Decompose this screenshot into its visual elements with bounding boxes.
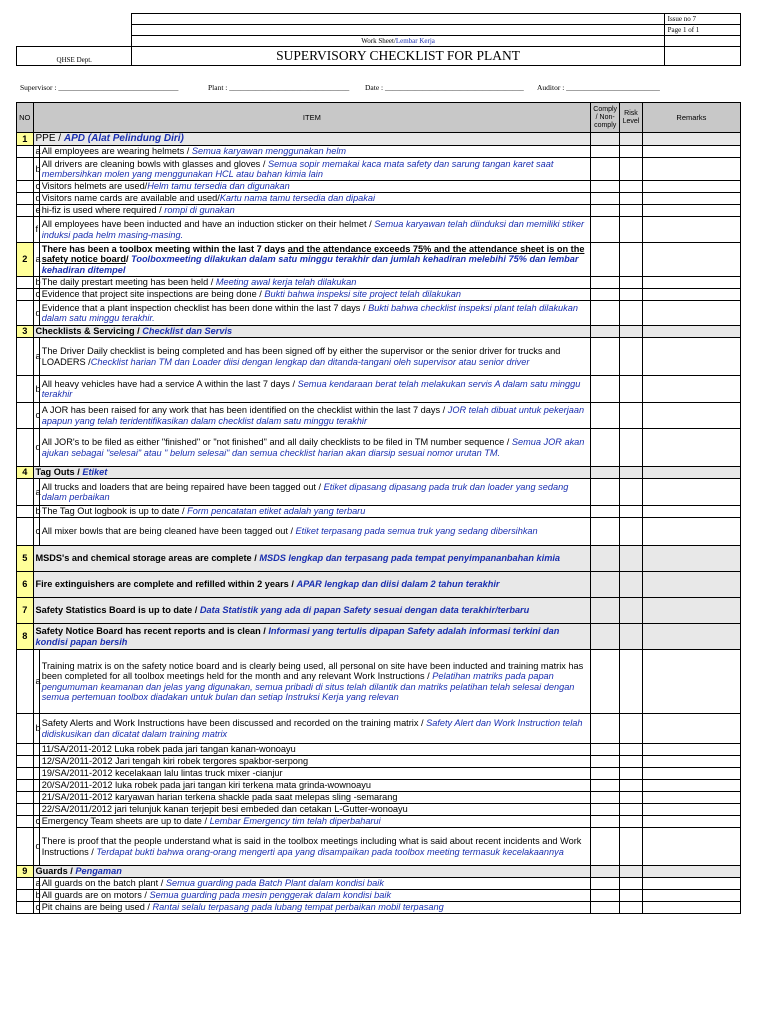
item-text: All guards on the batch plant / Semua guarding pada Batch Plant dalam kondisi baik [39,878,591,890]
table-row: b All guards are on motors / Semua guarding pada mesin penggerak dalam kondisi baik [17,890,741,902]
date-field[interactable]: Date : _____________________________________ [365,83,524,92]
risk-cell[interactable] [620,546,643,572]
item-text: Safety Alerts and Work Instructions have been discussed and recorded on the training matrix / Safety Alert dan Work Instruction telah didiskusikan dan dicatat dalam training matrix [39,714,591,744]
checklist-table [16,102,741,914]
table-row: c Visitors helmets are used/Helm tamu tersedia dan digunakan [17,181,741,193]
section-row [17,467,741,479]
worksheet-label: Work Sheet/Lembar Kerja [132,36,664,47]
auditor-field[interactable]: Auditor : _________________________ [537,83,660,92]
section-title: Safety Notice Board has recent reports and is clean / Informasi yang tertulis dipapan Safety adalah informasi terkini dan kondisi papan bersih [33,624,591,650]
risk-cell[interactable] [620,878,643,890]
risk-cell[interactable] [620,205,643,217]
remarks-cell[interactable] [642,816,740,828]
risk-cell[interactable] [620,816,643,828]
remarks-cell[interactable] [642,506,740,518]
remarks-cell[interactable] [642,714,740,744]
comply-cell[interactable] [591,146,620,158]
remarks-cell[interactable] [642,338,740,376]
comply-cell[interactable] [591,301,620,326]
comply-cell[interactable] [591,217,620,243]
risk-cell[interactable] [620,376,643,403]
comply-cell[interactable] [591,878,620,890]
section-title: Safety Statistics Board is up to date / Data Statistik yang ada di papan Safety sesuai dengan data terakhir/terbaru [33,598,591,624]
section-row [17,572,741,598]
plant-field[interactable]: Plant : ________________________________ [208,83,350,92]
risk-cell[interactable] [620,243,643,277]
item-text: There has been a toolbox meeting within the last 7 days and the attendance exceeds 75% and the attendance sheet is on the safety notice board/ Toolboxmeeting dilakukan dalam satu minggu terakhir dan jumlah kehadiran melebihi 75% dan lembar kehadiran ditempel [39,243,591,277]
safety-alert-item: 11/SA/2011-2012 Luka robek pada jari tangan kanan-wonoayu [39,744,591,756]
risk-cell[interactable] [620,890,643,902]
alert-row [17,792,741,804]
remarks-cell[interactable] [642,479,740,506]
remarks-cell[interactable] [642,146,740,158]
table-row: d There is proof that the people understand what is said in the toolbox meetings including what is said about recent incidents and Work Instructions / Terdapat bukti bahwa orang-orang mengerti apa yang disampaikan pada toolbox meeting termasuk kecelakaannya [17,828,741,866]
section-title: Fire extinguishers are complete and refilled within 2 years / APAR lengkap dan diisi dalam 2 tahun terakhir [33,572,591,598]
risk-cell[interactable] [620,217,643,243]
risk-cell[interactable] [620,181,643,193]
table-row: b The daily prestart meeting has been held / Meeting awal kerja telah dilakukan [17,277,741,289]
item-text: All mixer bowls that are being cleaned have been tagged out / Etiket terpasang pada semua truk yang sedang dibersihkan [39,518,591,546]
remarks-cell[interactable] [642,243,740,277]
risk-cell[interactable] [620,338,643,376]
remarks-cell[interactable] [642,902,740,914]
comply-cell[interactable] [591,193,620,205]
remarks-cell[interactable] [642,624,740,650]
remarks-cell[interactable] [642,301,740,326]
remarks-cell[interactable] [642,193,740,205]
section-row [17,866,741,878]
comply-cell[interactable] [591,624,620,650]
table-row: e hi-fiz is used where required / rompi di gunakan [17,205,741,217]
item-text: The daily prestart meeting has been held / Meeting awal kerja telah dilakukan [39,277,591,289]
section-title: Guards / Pengaman [33,866,591,878]
risk-cell[interactable] [620,479,643,506]
section-number: 5 [17,546,34,572]
remarks-cell[interactable] [642,158,740,181]
table-row: b All heavy vehicles have had a service A within the last 7 days / Semua kendaraan berat telah melakukan servis A dalam satu minggu terakhir [17,376,741,403]
comply-cell[interactable] [591,158,620,181]
remarks-cell[interactable] [642,403,740,429]
comply-cell[interactable] [591,572,620,598]
item-text: Visitors name cards are available and used/Kartu nama tamu tersedia dan dipakai [39,193,591,205]
item-text: All trucks and loaders that are being repaired have been tagged out / Etiket dipasang dipasang pada truk dan loader yang sedang dalam perbaikan [39,479,591,506]
item-text: All employees have been inducted and have an induction sticker on their helmet / Semua karyawan telah diinduksi dan memiliki stiker induksi pada helm masing-masing. [39,217,591,243]
col-no: NO [17,103,34,133]
risk-cell[interactable] [620,624,643,650]
comply-cell[interactable] [591,816,620,828]
risk-cell[interactable] [620,714,643,744]
item-text: There is proof that the people understand what is said in the toolbox meetings including what is said about recent incidents and Work Instructions / Terdapat bukti bahwa orang-orang mengerti apa yang disampaikan pada toolbox meeting termasuk kecelakaannya [39,828,591,866]
comply-cell[interactable] [591,546,620,572]
item-text: The Tag Out logbook is up to date / Form pencatatan etiket adalah yang terbaru [39,506,591,518]
comply-cell[interactable] [591,338,620,376]
risk-cell[interactable] [620,828,643,866]
comply-cell[interactable] [591,277,620,289]
risk-cell[interactable] [620,158,643,181]
table-row: a The Driver Daily checklist is being completed and has been signed off by either the supervisor or the senior driver for trucks and LOADERS /Checklist harian TM dan Loader diisi dengan lengkap dan ditanda-tangani oleh supervisor atau senior driver [17,338,741,376]
section-number: 7 [17,598,34,624]
safety-alert-item: 19/SA/2011-2012 kecelakaan lalu lintas truck mixer -cianjur [39,768,591,780]
remarks-cell[interactable] [642,650,740,714]
section-title: Tag Outs / Etiket [33,467,591,479]
remarks-cell[interactable] [642,828,740,866]
table-row: f All employees have been inducted and have an induction sticker on their helmet / Semua karyawan telah diinduksi dan memiliki stiker induksi pada helm masing-masing. [17,217,741,243]
issue-number: Issue no 7 [664,14,740,25]
table-row: a All employees are wearing helmets / Semua karyawan menggunakan helm [17,146,741,158]
document-header [16,13,741,66]
item-text: Pit chains are being used / Rantai selalu terpasang pada lubang tempat perbaikan mobil terpasang [39,902,591,914]
comply-cell[interactable] [591,650,620,714]
item-text: Evidence that project site inspections are being done / Bukti bahwa inspeksi site project telah dilakukan [39,289,591,301]
remarks-cell[interactable] [642,376,740,403]
comply-cell[interactable] [591,479,620,506]
item-text: hi-fiz is used where required / rompi di gunakan [39,205,591,217]
remarks-cell[interactable] [642,277,740,289]
item-text: Evidence that a plant inspection checklist has been done within the last 7 days / Bukti bahwa checklist inspeksi plant telah dilakukan dalam satu minggu terakhir. [39,301,591,326]
table-row: b Safety Alerts and Work Instructions have been discussed and recorded on the training matrix / Safety Alert dan Work Instruction telah didiskusikan dan dicatat dalam training matrix [17,714,741,744]
alert-row [17,744,741,756]
risk-cell[interactable] [620,902,643,914]
remarks-cell[interactable] [642,289,740,301]
item-text: All employees are wearing helmets / Semua karyawan menggunakan helm [39,146,591,158]
comply-cell[interactable] [591,902,620,914]
comply-cell[interactable] [591,289,620,301]
dept-label: QHSE Dept. [17,47,132,66]
item-text: The Driver Daily checklist is being completed and has been signed off by either the supervisor or the senior driver for trucks and LOADERS /Checklist harian TM dan Loader diisi dengan lengkap dan ditanda-tangani oleh supervisor atau senior driver [39,338,591,376]
section-number: 1 [17,133,34,146]
risk-cell[interactable] [620,277,643,289]
risk-cell[interactable] [620,301,643,326]
risk-cell[interactable] [620,572,643,598]
comply-cell[interactable] [591,714,620,744]
table-row: d Evidence that a plant inspection checklist has been done within the last 7 days / Bukti bahwa checklist inspeksi plant telah dilakukan dalam satu minggu terakhir. [17,301,741,326]
item-text: Training matrix is on the safety notice board and is clearly being used, all personal on site have been inducted and training matrix has been completed for all toolbox meetings held for the month and any relevant Work Instructions / Pelatihan matriks pada papan pengumuman keamanan dan jelas yang digunakan, semua pribadi di situs telah dilantik dan matriks pelatihan telah selesai dengan semua pertemuan toolbox diadakan untuk bulan dan setiap Instruksi Kerja yang relevan [39,650,591,714]
table-row: d All JOR's to be filed as either "finished" or "not finished" and all daily checklists to be filed in TM number sequence / Semua JOR akan ajukan sebagai "selesai" atau " belum selesai" dan semua checklist harian akan diarsip sesuai nomor urutan TM. [17,429,741,467]
item-text: Visitors helmets are used/Helm tamu tersedia dan digunakan [39,181,591,193]
table-row: c A JOR has been raised for any work that has been identified on the checklist within the last 7 days / JOR telah dibuat untuk pekerjaan apapun yang telah teridentifikasikan dalam checklist dalam satu minggu terakhir [17,403,741,429]
remarks-cell[interactable] [642,598,740,624]
risk-cell[interactable] [620,650,643,714]
comply-cell[interactable] [591,828,620,866]
comply-cell[interactable] [591,429,620,467]
col-remarks: Remarks [642,103,740,133]
comply-cell[interactable] [591,598,620,624]
item-text: All JOR's to be filed as either "finished" or "not finished" and all daily checklists to be filed in TM number sequence / Semua JOR akan ajukan sebagai "selesai" atau " belum selesai" dan semua checklist harian akan diarsip sesuai nomor urutan TM. [39,429,591,467]
section-row [17,546,741,572]
col-item: ITEM [33,103,591,133]
page-number: Page 1 of 1 [664,25,740,36]
alert-row [17,768,741,780]
remarks-cell[interactable] [642,205,740,217]
table-row: d Visitors name cards are available and used/Kartu nama tamu tersedia dan dipakai [17,193,741,205]
section-title: PPE / APD (Alat Pelindung Diri) [33,133,591,146]
comply-cell[interactable] [591,403,620,429]
sign-line [20,83,720,95]
comply-cell[interactable] [591,181,620,193]
risk-cell[interactable] [620,403,643,429]
comply-cell[interactable] [591,506,620,518]
table-row: a Training matrix is on the safety notice board and is clearly being used, all personal on site have been inducted and training matrix has been completed for all toolbox meetings held for the month and any relevant Work Instructions / Pelatihan matriks pada papan pengumuman keamanan dan jelas yang digunakan, semua pribadi di situs telah dilantik dan matriks pelatihan telah selesai dengan semua pertemuan toolbox diadakan untuk bulan dan setiap Instruksi Kerja yang relevan [17,650,741,714]
safety-alert-item: 21/SA/2011-2012 karyawan harian terkena shackle pada saat melepas sling -semarang [39,792,591,804]
section-title: Checklists & Servicing / Checklist dan Servis [33,326,591,338]
comply-cell[interactable] [591,518,620,546]
section-title: MSDS's and chemical storage areas are complete / MSDS lengkap dan terpasang pada tempat penyimpananbahan kimia [33,546,591,572]
table-row: a All guards on the batch plant / Semua guarding pada Batch Plant dalam kondisi baik [17,878,741,890]
item-text: All drivers are cleaning bowls with glasses and gloves / Semua sopir memakai kaca mata safety dan sarung tangan karet saat membersihkan molen yang menggunakan HCL atau bahan kimia lain [39,158,591,181]
risk-cell[interactable] [620,289,643,301]
alert-row [17,780,741,792]
section-row [17,598,741,624]
safety-alert-item: 22/SA/2011/2012 jari telunjuk kanan terjepit besi embeded dan cetakan L-Gutter-wonoayu [39,804,591,816]
alert-row [17,804,741,816]
remarks-cell[interactable] [642,572,740,598]
table-row: c Evidence that project site inspections are being done / Bukti bahwa inspeksi site project telah dilakukan [17,289,741,301]
risk-cell[interactable] [620,518,643,546]
comply-cell[interactable] [591,243,620,277]
table-row: b The Tag Out logbook is up to date / Form pencatatan etiket adalah yang terbaru [17,506,741,518]
section-row [17,326,741,338]
table-row: b All drivers are cleaning bowls with glasses and gloves / Semua sopir memakai kaca mata safety dan sarung tangan karet saat membersihkan molen yang menggunakan HCL atau bahan kimia lain [17,158,741,181]
item-text: All heavy vehicles have had a service A within the last 7 days / Semua kendaraan berat telah melakukan servis A dalam satu minggu terakhir [39,376,591,403]
table-row: c Pit chains are being used / Rantai selalu terpasang pada lubang tempat perbaikan mobil terpasang [17,902,741,914]
table-row: c Emergency Team sheets are up to date / Lembar Emergency tim telah diperbaharui [17,816,741,828]
risk-cell[interactable] [620,146,643,158]
comply-cell[interactable] [591,376,620,403]
remarks-cell[interactable] [642,518,740,546]
section-number: 4 [17,467,34,479]
safety-alert-item: 12/SA/2011-2012 Jari tengah kiri robek tergores spakbor-serpong [39,756,591,768]
section-number: 3 [17,326,34,338]
remarks-cell[interactable] [642,217,740,243]
section-number: 6 [17,572,34,598]
risk-cell[interactable] [620,598,643,624]
remarks-cell[interactable] [642,890,740,902]
table-row: a All trucks and loaders that are being repaired have been tagged out / Etiket dipasang dipasang pada truk dan loader yang sedang dalam perbaikan [17,479,741,506]
risk-cell[interactable] [620,193,643,205]
remarks-cell[interactable] [642,878,740,890]
risk-cell[interactable] [620,506,643,518]
col-comply: Comply / Non-comply [591,103,620,133]
remarks-cell[interactable] [642,546,740,572]
comply-cell[interactable] [591,205,620,217]
section-number: 9 [17,866,34,878]
section-row [17,624,741,650]
supervisor-field[interactable]: Supervisor : ________________________________ [20,83,179,92]
col-risk: Risk Level [620,103,643,133]
table-row: 2 a There has been a toolbox meeting within the last 7 days and the attendance exceeds 75% and the attendance sheet is on the safety notice board/ Toolboxmeeting dilakukan dalam satu minggu terakhir dan jumlah kehadiran melebihi 75% dan lembar kehadiran ditempel [17,243,741,277]
table-row: c All mixer bowls that are being cleaned have been tagged out / Etiket terpasang pada semua truk yang sedang dibersihkan [17,518,741,546]
item-text: All guards are on motors / Semua guarding pada mesin penggerak dalam kondisi baik [39,890,591,902]
safety-alert-item: 20/SA/2011-2012 luka robek pada jari tangan kiri terkena mata grinda-wownoayu [39,780,591,792]
remarks-cell[interactable] [642,429,740,467]
item-text: A JOR has been raised for any work that has been identified on the checklist within the last 7 days / JOR telah dibuat untuk pekerjaan apapun yang telah teridentifikasikan dalam checklist dalam satu minggu terakhir [39,403,591,429]
section-number: 8 [17,624,34,650]
risk-cell[interactable] [620,429,643,467]
page-title: SUPERVISORY CHECKLIST FOR PLANT [132,47,664,66]
remarks-cell[interactable] [642,181,740,193]
comply-cell[interactable] [591,890,620,902]
section-row [17,133,741,146]
section-number: 2 [17,243,34,277]
item-text: Emergency Team sheets are up to date / Lembar Emergency tim telah diperbaharui [39,816,591,828]
alert-row [17,756,741,768]
